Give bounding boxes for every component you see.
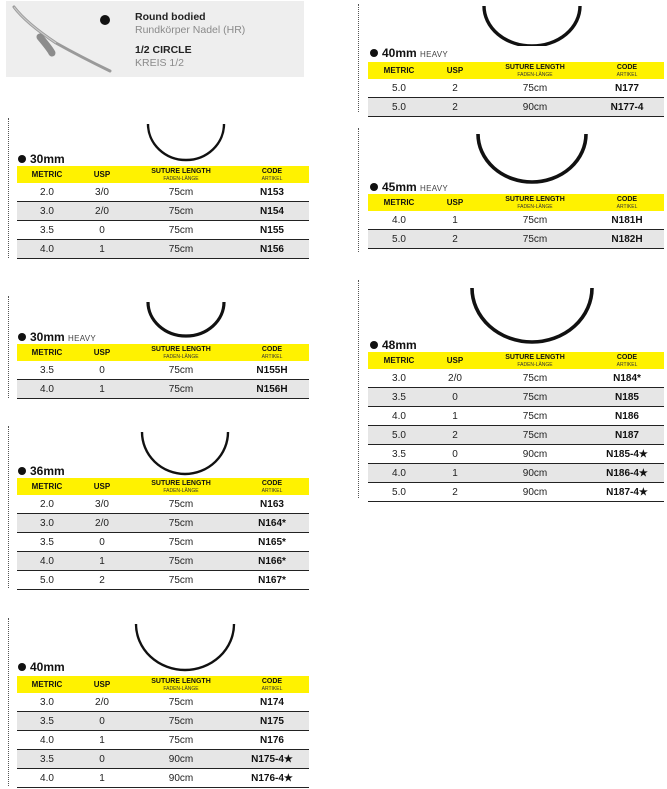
table-cell: 0 bbox=[430, 445, 480, 464]
table-cell: 75cm bbox=[127, 552, 235, 571]
cell-code: N182H bbox=[590, 230, 664, 249]
table-cell: 1 bbox=[430, 211, 480, 230]
table-cell: 4.0 bbox=[17, 240, 77, 259]
table-row bbox=[17, 571, 309, 590]
col-code: CODE ARTIKEL bbox=[235, 166, 309, 183]
col-usp: USP bbox=[430, 352, 480, 369]
cell-code: N155 bbox=[235, 221, 309, 240]
table-row bbox=[368, 388, 664, 407]
dotted-divider bbox=[8, 618, 9, 786]
col-metric: METRIC bbox=[17, 478, 77, 495]
half-circle-needle-icon bbox=[480, 0, 584, 46]
table-row bbox=[368, 230, 664, 249]
header-circle: 1/2 CIRCLE bbox=[135, 44, 192, 56]
bullet-dot-icon bbox=[370, 183, 378, 191]
table-cell: 0 bbox=[430, 388, 480, 407]
table-cell: 3.5 bbox=[17, 533, 77, 552]
table-cell: 5.0 bbox=[368, 79, 430, 98]
cell-code: N181H bbox=[590, 211, 664, 230]
table-row bbox=[17, 750, 309, 769]
cell-code: N153 bbox=[235, 183, 309, 202]
cell-code: N155H bbox=[235, 361, 309, 380]
col-metric: METRIC bbox=[17, 676, 77, 693]
table-cell: 4.0 bbox=[17, 731, 77, 750]
table-cell: 0 bbox=[77, 361, 127, 380]
cell-code: N174 bbox=[235, 693, 309, 712]
header-title: Round bodied bbox=[135, 11, 206, 23]
col-metric: METRIC bbox=[368, 194, 430, 211]
col-usp: USP bbox=[77, 166, 127, 183]
table-row bbox=[368, 407, 664, 426]
table-cell: 4.0 bbox=[368, 464, 430, 483]
table-cell: 75cm bbox=[127, 202, 235, 221]
col-usp: USP bbox=[430, 194, 480, 211]
size-title: 45mm HEAVY bbox=[370, 180, 448, 194]
table-cell: 3.5 bbox=[17, 750, 77, 769]
cell-code: N187 bbox=[590, 426, 664, 445]
table-cell: 3.5 bbox=[368, 388, 430, 407]
header-text bbox=[135, 11, 245, 70]
table-cell: 75cm bbox=[127, 533, 235, 552]
cell-code: N164* bbox=[235, 514, 309, 533]
table-cell: 75cm bbox=[127, 571, 235, 590]
cell-code: N176 bbox=[235, 731, 309, 750]
table-row bbox=[368, 445, 664, 464]
needle-illustration bbox=[6, 1, 126, 77]
bullet-dot-icon bbox=[370, 341, 378, 349]
table-cell: 4.0 bbox=[368, 407, 430, 426]
table-cell: 2.0 bbox=[17, 495, 77, 514]
table-row bbox=[17, 533, 309, 552]
col-metric: METRIC bbox=[368, 352, 430, 369]
col-code: CODE ARTIKEL bbox=[235, 676, 309, 693]
table-cell: 5.0 bbox=[368, 98, 430, 117]
spec-table bbox=[17, 478, 309, 590]
col-metric: METRIC bbox=[17, 344, 77, 361]
cell-code: N177-4 bbox=[590, 98, 664, 117]
col-code: CODE ARTIKEL bbox=[235, 478, 309, 495]
col-suture-length: SUTURE LENGTH FADEN-LÄNGE bbox=[127, 344, 235, 361]
table-row bbox=[17, 380, 309, 399]
col-code: CODE ARTIKEL bbox=[590, 194, 664, 211]
table-row bbox=[368, 483, 664, 502]
table-cell: 0 bbox=[77, 533, 127, 552]
table-cell: 75cm bbox=[480, 388, 590, 407]
bullet-dot-icon bbox=[18, 663, 26, 671]
table-cell: 2 bbox=[430, 79, 480, 98]
table-cell: 75cm bbox=[480, 426, 590, 445]
cell-code: N156 bbox=[235, 240, 309, 259]
table-cell: 3.0 bbox=[17, 514, 77, 533]
half-circle-needle-icon bbox=[466, 284, 598, 344]
table-cell: 90cm bbox=[127, 750, 235, 769]
cell-code: N185 bbox=[590, 388, 664, 407]
table-cell: 1 bbox=[77, 769, 127, 788]
size-title: 40mm bbox=[18, 660, 65, 674]
table-cell: 2/0 bbox=[77, 514, 127, 533]
table-cell: 1 bbox=[430, 464, 480, 483]
half-circle-needle-icon bbox=[132, 622, 238, 674]
half-circle-needle-icon bbox=[138, 430, 232, 478]
table-cell: 2 bbox=[430, 98, 480, 117]
table-row bbox=[17, 514, 309, 533]
table-cell: 0 bbox=[77, 221, 127, 240]
cell-code: N166* bbox=[235, 552, 309, 571]
half-circle-needle-icon bbox=[472, 130, 592, 186]
half-circle-needle-icon bbox=[144, 122, 228, 164]
table-cell: 75cm bbox=[480, 79, 590, 98]
table-cell: 75cm bbox=[127, 183, 235, 202]
col-metric: METRIC bbox=[17, 166, 77, 183]
table-cell: 75cm bbox=[127, 731, 235, 750]
col-metric: METRIC bbox=[368, 62, 430, 79]
cell-code: N154 bbox=[235, 202, 309, 221]
table-cell: 2 bbox=[430, 426, 480, 445]
col-suture-length: SUTURE LENGTH FADEN-LÄNGE bbox=[127, 478, 235, 495]
cell-code: N186 bbox=[590, 407, 664, 426]
col-code: CODE ARTIKEL bbox=[590, 62, 664, 79]
table-row bbox=[17, 240, 309, 259]
col-suture-length: SUTURE LENGTH FADEN-LÄNGE bbox=[127, 166, 235, 183]
table-row bbox=[368, 211, 664, 230]
table-row bbox=[17, 712, 309, 731]
table-cell: 2.0 bbox=[17, 183, 77, 202]
col-usp: USP bbox=[430, 62, 480, 79]
table-cell: 75cm bbox=[127, 693, 235, 712]
table-row bbox=[368, 98, 664, 117]
table-cell: 3.5 bbox=[17, 221, 77, 240]
spec-table bbox=[17, 166, 309, 259]
table-row bbox=[17, 183, 309, 202]
table-cell: 1 bbox=[77, 240, 127, 259]
spec-table bbox=[368, 62, 664, 117]
dotted-divider bbox=[8, 426, 9, 588]
table-cell: 1 bbox=[77, 380, 127, 399]
cell-code: N163 bbox=[235, 495, 309, 514]
table-cell: 75cm bbox=[127, 712, 235, 731]
cell-code: N176-4★ bbox=[235, 769, 309, 788]
dotted-divider bbox=[8, 296, 9, 398]
spec-table bbox=[368, 194, 664, 249]
table-cell: 0 bbox=[77, 712, 127, 731]
cell-code: N175-4★ bbox=[235, 750, 309, 769]
table-row bbox=[17, 221, 309, 240]
col-suture-length: SUTURE LENGTH FADEN-LÄNGE bbox=[127, 676, 235, 693]
table-cell: 90cm bbox=[480, 483, 590, 502]
table-cell: 75cm bbox=[480, 211, 590, 230]
bullet-dot-icon bbox=[18, 467, 26, 475]
dotted-divider bbox=[358, 4, 359, 112]
table-cell: 0 bbox=[77, 750, 127, 769]
round-body-dot-icon bbox=[100, 15, 110, 25]
table-cell: 75cm bbox=[127, 514, 235, 533]
table-row bbox=[17, 552, 309, 571]
table-cell: 90cm bbox=[480, 464, 590, 483]
header-subtitle: Rundkörper Nadel (HR) bbox=[135, 24, 246, 36]
cell-code: N156H bbox=[235, 380, 309, 399]
table-cell: 2/0 bbox=[430, 369, 480, 388]
dotted-divider bbox=[358, 280, 359, 498]
cell-code: N184* bbox=[590, 369, 664, 388]
table-cell: 3.0 bbox=[17, 693, 77, 712]
table-cell: 2/0 bbox=[77, 693, 127, 712]
col-code: CODE ARTIKEL bbox=[235, 344, 309, 361]
col-suture-length: SUTURE LENGTH FADEN-LÄNGE bbox=[480, 62, 590, 79]
table-cell: 3.5 bbox=[17, 712, 77, 731]
table-cell: 2 bbox=[430, 483, 480, 502]
table-row bbox=[17, 769, 309, 788]
table-cell: 5.0 bbox=[368, 426, 430, 445]
table-cell: 75cm bbox=[127, 495, 235, 514]
header-circle-de: KREIS 1/2 bbox=[135, 57, 185, 69]
table-cell: 4.0 bbox=[17, 380, 77, 399]
table-cell: 90cm bbox=[480, 98, 590, 117]
table-row bbox=[17, 202, 309, 221]
table-cell: 5.0 bbox=[368, 230, 430, 249]
table-cell: 3.0 bbox=[368, 369, 430, 388]
table-row bbox=[17, 693, 309, 712]
table-cell: 2/0 bbox=[77, 202, 127, 221]
cell-code: N185-4★ bbox=[590, 445, 664, 464]
table-cell: 2 bbox=[430, 230, 480, 249]
spec-table bbox=[17, 676, 309, 788]
table-cell: 75cm bbox=[127, 240, 235, 259]
size-title: 36mm bbox=[18, 464, 65, 478]
table-cell: 2 bbox=[77, 571, 127, 590]
bullet-dot-icon bbox=[18, 333, 26, 341]
half-circle-needle-icon bbox=[144, 300, 228, 340]
spec-table bbox=[368, 352, 664, 502]
table-cell: 1 bbox=[430, 407, 480, 426]
table-cell: 3.5 bbox=[368, 445, 430, 464]
cell-code: N187-4★ bbox=[590, 483, 664, 502]
table-row bbox=[17, 361, 309, 380]
spec-table bbox=[17, 344, 309, 399]
table-cell: 3.5 bbox=[17, 361, 77, 380]
table-row bbox=[17, 495, 309, 514]
table-cell: 5.0 bbox=[17, 571, 77, 590]
col-suture-length: SUTURE LENGTH FADEN-LÄNGE bbox=[480, 194, 590, 211]
table-row bbox=[368, 426, 664, 445]
table-cell: 75cm bbox=[480, 407, 590, 426]
cell-code: N165* bbox=[235, 533, 309, 552]
table-cell: 1 bbox=[77, 731, 127, 750]
cell-code: N167* bbox=[235, 571, 309, 590]
table-cell: 75cm bbox=[127, 380, 235, 399]
table-cell: 3/0 bbox=[77, 495, 127, 514]
table-cell: 75cm bbox=[480, 369, 590, 388]
table-cell: 3/0 bbox=[77, 183, 127, 202]
table-cell: 1 bbox=[77, 552, 127, 571]
table-cell: 5.0 bbox=[368, 483, 430, 502]
table-cell: 4.0 bbox=[368, 211, 430, 230]
bullet-dot-icon bbox=[370, 49, 378, 57]
cell-code: N175 bbox=[235, 712, 309, 731]
table-cell: 75cm bbox=[127, 221, 235, 240]
product-header bbox=[6, 1, 304, 77]
col-usp: USP bbox=[77, 676, 127, 693]
col-usp: USP bbox=[77, 478, 127, 495]
bullet-dot-icon bbox=[18, 155, 26, 163]
size-title: 48mm bbox=[370, 338, 417, 352]
size-title: 30mm bbox=[18, 152, 65, 166]
table-cell: 4.0 bbox=[17, 769, 77, 788]
dotted-divider bbox=[358, 128, 359, 252]
dotted-divider bbox=[8, 118, 9, 258]
cell-code: N177 bbox=[590, 79, 664, 98]
table-cell: 90cm bbox=[127, 769, 235, 788]
table-row bbox=[368, 464, 664, 483]
table-row bbox=[368, 369, 664, 388]
col-suture-length: SUTURE LENGTH FADEN-LÄNGE bbox=[480, 352, 590, 369]
table-row bbox=[17, 731, 309, 750]
size-title: 40mm HEAVY bbox=[370, 46, 448, 60]
table-cell: 4.0 bbox=[17, 552, 77, 571]
col-usp: USP bbox=[77, 344, 127, 361]
col-code: CODE ARTIKEL bbox=[590, 352, 664, 369]
cell-code: N186-4★ bbox=[590, 464, 664, 483]
table-cell: 3.0 bbox=[17, 202, 77, 221]
table-cell: 90cm bbox=[480, 445, 590, 464]
size-title: 30mm HEAVY bbox=[18, 330, 96, 344]
table-row bbox=[368, 79, 664, 98]
table-cell: 75cm bbox=[127, 361, 235, 380]
table-cell: 75cm bbox=[480, 230, 590, 249]
